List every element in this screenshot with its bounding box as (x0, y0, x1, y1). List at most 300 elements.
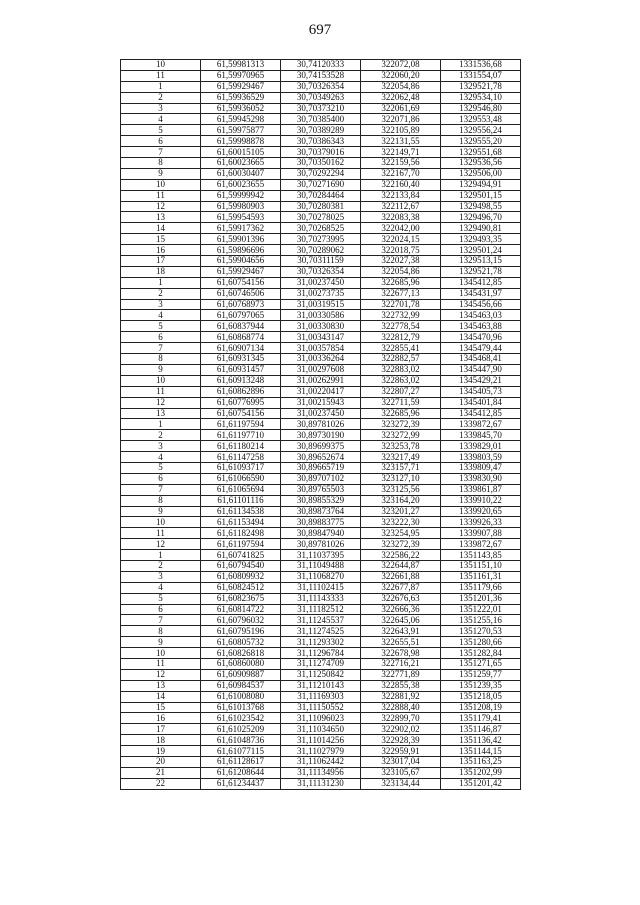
point-number-cell: 4 (121, 452, 201, 463)
y-coordinate-cell: 1345401,84 (441, 397, 521, 408)
y-coordinate-cell: 1345405,73 (441, 386, 521, 397)
table-row (121, 147, 521, 158)
table-row (121, 364, 521, 375)
latitude-cell: 61,61013768 (201, 702, 281, 713)
point-number-cell: 16 (121, 245, 201, 256)
x-coordinate-cell: 322586,22 (361, 550, 441, 561)
table-row (121, 746, 521, 757)
table-row (121, 190, 521, 201)
point-number-cell: 10 (121, 179, 201, 190)
point-number-cell: 4 (121, 310, 201, 321)
point-number-cell: 10 (121, 60, 201, 71)
latitude-cell: 61,60824512 (201, 582, 281, 593)
point-number-cell: 6 (121, 136, 201, 147)
longitude-cell: 30,70311159 (281, 256, 361, 267)
x-coordinate-cell: 322883,02 (361, 364, 441, 375)
table-row (121, 767, 521, 778)
longitude-cell: 31,11034650 (281, 724, 361, 735)
latitude-cell: 61,60931345 (201, 354, 281, 365)
x-coordinate-cell: 323272,99 (361, 430, 441, 441)
table-row (121, 757, 521, 768)
y-coordinate-cell: 1351208,19 (441, 702, 521, 713)
longitude-cell: 31,00336264 (281, 354, 361, 365)
latitude-cell: 61,60860080 (201, 658, 281, 669)
table-row (121, 550, 521, 561)
latitude-cell: 61,59929467 (201, 266, 281, 277)
latitude-cell: 61,60030407 (201, 168, 281, 179)
latitude-cell: 61,60809932 (201, 571, 281, 582)
longitude-cell: 30,89781026 (281, 539, 361, 550)
point-number-cell: 14 (121, 223, 201, 234)
latitude-cell: 61,60805732 (201, 637, 281, 648)
y-coordinate-cell: 1329546,80 (441, 103, 521, 114)
latitude-cell: 61,60814722 (201, 604, 281, 615)
y-coordinate-cell: 1329501,15 (441, 190, 521, 201)
table-row (121, 648, 521, 659)
table-row (121, 375, 521, 386)
table-row (121, 669, 521, 680)
x-coordinate-cell: 322159,56 (361, 158, 441, 169)
longitude-cell: 30,70379016 (281, 147, 361, 158)
table-row (121, 343, 521, 354)
table-row (121, 778, 521, 789)
table-row (121, 212, 521, 223)
y-coordinate-cell: 1345463,03 (441, 310, 521, 321)
table-row (121, 528, 521, 539)
point-number-cell: 1 (121, 277, 201, 288)
y-coordinate-cell: 1345463,88 (441, 321, 521, 332)
latitude-cell: 61,59981313 (201, 60, 281, 71)
longitude-cell: 30,70373210 (281, 103, 361, 114)
y-coordinate-cell: 1351161,31 (441, 571, 521, 582)
point-number-cell: 12 (121, 397, 201, 408)
latitude-cell: 61,61180214 (201, 441, 281, 452)
longitude-cell: 30,89665719 (281, 462, 361, 473)
x-coordinate-cell: 322899,70 (361, 713, 441, 724)
x-coordinate-cell: 322062,48 (361, 92, 441, 103)
longitude-cell: 31,11169303 (281, 691, 361, 702)
x-coordinate-cell: 322959,91 (361, 746, 441, 757)
point-number-cell: 5 (121, 321, 201, 332)
latitude-cell: 61,60909887 (201, 669, 281, 680)
longitude-cell: 30,70386343 (281, 136, 361, 147)
table-row (121, 332, 521, 343)
latitude-cell: 61,60868774 (201, 332, 281, 343)
x-coordinate-cell: 323222,30 (361, 517, 441, 528)
x-coordinate-cell: 322661,88 (361, 571, 441, 582)
latitude-cell: 61,61023542 (201, 713, 281, 724)
table-row (121, 604, 521, 615)
point-number-cell: 4 (121, 582, 201, 593)
longitude-cell: 30,74120333 (281, 60, 361, 71)
x-coordinate-cell: 322645,06 (361, 615, 441, 626)
table-row (121, 430, 521, 441)
table-row (121, 506, 521, 517)
longitude-cell: 30,70289062 (281, 245, 361, 256)
latitude-cell: 61,60794540 (201, 560, 281, 571)
longitude-cell: 30,70284464 (281, 190, 361, 201)
longitude-cell: 31,11150552 (281, 702, 361, 713)
table-row (121, 277, 521, 288)
table-row (121, 539, 521, 550)
point-number-cell: 9 (121, 506, 201, 517)
latitude-cell: 61,60796032 (201, 615, 281, 626)
point-number-cell: 21 (121, 767, 201, 778)
x-coordinate-cell: 323164,20 (361, 495, 441, 506)
x-coordinate-cell: 322881,92 (361, 691, 441, 702)
latitude-cell: 61,60907134 (201, 343, 281, 354)
longitude-cell: 30,89730190 (281, 430, 361, 441)
longitude-cell: 31,11027979 (281, 746, 361, 757)
point-number-cell: 2 (121, 288, 201, 299)
y-coordinate-cell: 1329494,91 (441, 179, 521, 190)
latitude-cell: 61,60023665 (201, 158, 281, 169)
table-row (121, 288, 521, 299)
y-coordinate-cell: 1339803,59 (441, 452, 521, 463)
x-coordinate-cell: 323125,56 (361, 484, 441, 495)
x-coordinate-cell: 322701,78 (361, 299, 441, 310)
y-coordinate-cell: 1345412,85 (441, 408, 521, 419)
x-coordinate-cell: 323127,10 (361, 473, 441, 484)
point-number-cell: 12 (121, 539, 201, 550)
table-row (121, 310, 521, 321)
table-row (121, 441, 521, 452)
x-coordinate-cell: 322054,86 (361, 81, 441, 92)
table-row (121, 452, 521, 463)
table-row (121, 702, 521, 713)
y-coordinate-cell: 1339910,22 (441, 495, 521, 506)
latitude-cell: 61,60741825 (201, 550, 281, 561)
longitude-cell: 31,00357854 (281, 343, 361, 354)
x-coordinate-cell: 323134,44 (361, 778, 441, 789)
coordinates-table-body (121, 60, 521, 790)
longitude-cell: 30,89855329 (281, 495, 361, 506)
x-coordinate-cell: 322027,38 (361, 256, 441, 267)
x-coordinate-cell: 322812,79 (361, 332, 441, 343)
point-number-cell: 11 (121, 386, 201, 397)
x-coordinate-cell: 322666,36 (361, 604, 441, 615)
point-number-cell: 4 (121, 114, 201, 125)
latitude-cell: 61,60826818 (201, 648, 281, 659)
x-coordinate-cell: 322855,41 (361, 343, 441, 354)
point-number-cell: 5 (121, 462, 201, 473)
point-number-cell: 7 (121, 615, 201, 626)
point-number-cell: 9 (121, 168, 201, 179)
point-number-cell: 8 (121, 354, 201, 365)
longitude-cell: 31,11296784 (281, 648, 361, 659)
x-coordinate-cell: 322643,91 (361, 626, 441, 637)
longitude-cell: 30,89765503 (281, 484, 361, 495)
x-coordinate-cell: 322778,54 (361, 321, 441, 332)
x-coordinate-cell: 322678,98 (361, 648, 441, 659)
y-coordinate-cell: 1351179,66 (441, 582, 521, 593)
latitude-cell: 61,59936052 (201, 103, 281, 114)
longitude-cell: 31,00237450 (281, 408, 361, 419)
latitude-cell: 61,61065694 (201, 484, 281, 495)
latitude-cell: 61,61197594 (201, 539, 281, 550)
table-row (121, 245, 521, 256)
y-coordinate-cell: 1345470,96 (441, 332, 521, 343)
longitude-cell: 30,89652674 (281, 452, 361, 463)
table-row (121, 419, 521, 430)
table-row (121, 168, 521, 179)
y-coordinate-cell: 1351179,41 (441, 713, 521, 724)
latitude-cell: 61,60837944 (201, 321, 281, 332)
point-number-cell: 16 (121, 713, 201, 724)
longitude-cell: 31,11250842 (281, 669, 361, 680)
longitude-cell: 30,89707102 (281, 473, 361, 484)
x-coordinate-cell: 322685,96 (361, 277, 441, 288)
y-coordinate-cell: 1329521,78 (441, 81, 521, 92)
table-row (121, 299, 521, 310)
y-coordinate-cell: 1351239,35 (441, 680, 521, 691)
y-coordinate-cell: 1351201,36 (441, 593, 521, 604)
table-row (121, 223, 521, 234)
table-row (121, 81, 521, 92)
table-row (121, 125, 521, 136)
longitude-cell: 30,89781026 (281, 419, 361, 430)
longitude-cell: 30,89699375 (281, 441, 361, 452)
table-row (121, 517, 521, 528)
point-number-cell: 11 (121, 190, 201, 201)
x-coordinate-cell: 322131,55 (361, 136, 441, 147)
y-coordinate-cell: 1339830,90 (441, 473, 521, 484)
y-coordinate-cell: 1329555,20 (441, 136, 521, 147)
x-coordinate-cell: 323201,27 (361, 506, 441, 517)
table-row (121, 70, 521, 81)
latitude-cell: 61,59896696 (201, 245, 281, 256)
point-number-cell: 15 (121, 234, 201, 245)
point-number-cell: 11 (121, 528, 201, 539)
latitude-cell: 61,61234437 (201, 778, 281, 789)
point-number-cell: 12 (121, 201, 201, 212)
table-row (121, 462, 521, 473)
y-coordinate-cell: 1345447,90 (441, 364, 521, 375)
x-coordinate-cell: 322644,87 (361, 560, 441, 571)
y-coordinate-cell: 1351270,53 (441, 626, 521, 637)
longitude-cell: 30,70326354 (281, 81, 361, 92)
point-number-cell: 8 (121, 626, 201, 637)
x-coordinate-cell: 322072,08 (361, 60, 441, 71)
latitude-cell: 61,60015105 (201, 147, 281, 158)
y-coordinate-cell: 1351136,42 (441, 735, 521, 746)
table-row (121, 321, 521, 332)
y-coordinate-cell: 1329536,56 (441, 158, 521, 169)
latitude-cell: 61,60797065 (201, 310, 281, 321)
y-coordinate-cell: 1351222,01 (441, 604, 521, 615)
longitude-cell: 31,11143333 (281, 593, 361, 604)
point-number-cell: 2 (121, 92, 201, 103)
x-coordinate-cell: 322105,89 (361, 125, 441, 136)
point-number-cell: 17 (121, 256, 201, 267)
x-coordinate-cell: 322024,15 (361, 234, 441, 245)
point-number-cell: 13 (121, 212, 201, 223)
y-coordinate-cell: 1351282,84 (441, 648, 521, 659)
point-number-cell: 12 (121, 669, 201, 680)
table-row (121, 637, 521, 648)
table-row (121, 473, 521, 484)
table-row (121, 234, 521, 245)
x-coordinate-cell: 322902,02 (361, 724, 441, 735)
point-number-cell: 2 (121, 430, 201, 441)
longitude-cell: 31,11037395 (281, 550, 361, 561)
point-number-cell: 7 (121, 343, 201, 354)
table-row (121, 713, 521, 724)
coordinates-table (120, 59, 521, 790)
longitude-cell: 31,11131230 (281, 778, 361, 789)
point-number-cell: 3 (121, 103, 201, 114)
point-number-cell: 19 (121, 746, 201, 757)
longitude-cell: 31,00343147 (281, 332, 361, 343)
y-coordinate-cell: 1331554,07 (441, 70, 521, 81)
x-coordinate-cell: 322060,20 (361, 70, 441, 81)
y-coordinate-cell: 1339829,01 (441, 441, 521, 452)
y-coordinate-cell: 1339926,33 (441, 517, 521, 528)
y-coordinate-cell: 1351143,85 (441, 550, 521, 561)
page-number: 697 (308, 22, 332, 38)
latitude-cell: 61,59917362 (201, 223, 281, 234)
y-coordinate-cell: 1329556,24 (441, 125, 521, 136)
point-number-cell: 13 (121, 408, 201, 419)
longitude-cell: 31,11014256 (281, 735, 361, 746)
latitude-cell: 61,61128617 (201, 757, 281, 768)
y-coordinate-cell: 1339845,70 (441, 430, 521, 441)
point-number-cell: 7 (121, 147, 201, 158)
point-number-cell: 2 (121, 560, 201, 571)
y-coordinate-cell: 1345468,41 (441, 354, 521, 365)
longitude-cell: 31,00262991 (281, 375, 361, 386)
latitude-cell: 61,60746506 (201, 288, 281, 299)
latitude-cell: 61,60931457 (201, 364, 281, 375)
x-coordinate-cell: 323217,49 (361, 452, 441, 463)
longitude-cell: 30,70273995 (281, 234, 361, 245)
table-row (121, 179, 521, 190)
point-number-cell: 3 (121, 441, 201, 452)
point-number-cell: 22 (121, 778, 201, 789)
longitude-cell: 30,70268525 (281, 223, 361, 234)
x-coordinate-cell: 322888,40 (361, 702, 441, 713)
y-coordinate-cell: 1351201,42 (441, 778, 521, 789)
point-number-cell: 13 (121, 680, 201, 691)
point-number-cell: 1 (121, 550, 201, 561)
y-coordinate-cell: 1345456,66 (441, 299, 521, 310)
latitude-cell: 61,61008080 (201, 691, 281, 702)
latitude-cell: 61,61134538 (201, 506, 281, 517)
latitude-cell: 61,59945298 (201, 114, 281, 125)
longitude-cell: 31,00330586 (281, 310, 361, 321)
y-coordinate-cell: 1339907,88 (441, 528, 521, 539)
point-number-cell: 14 (121, 691, 201, 702)
table-row (121, 582, 521, 593)
x-coordinate-cell: 323272,39 (361, 539, 441, 550)
table-row (121, 593, 521, 604)
table-row (121, 92, 521, 103)
point-number-cell: 18 (121, 735, 201, 746)
x-coordinate-cell: 322018,75 (361, 245, 441, 256)
y-coordinate-cell: 1339809,47 (441, 462, 521, 473)
longitude-cell: 31,11096023 (281, 713, 361, 724)
x-coordinate-cell: 322071,86 (361, 114, 441, 125)
table-row (121, 615, 521, 626)
longitude-cell: 30,70280381 (281, 201, 361, 212)
table-row (121, 408, 521, 419)
latitude-cell: 61,61197710 (201, 430, 281, 441)
table-row (121, 691, 521, 702)
longitude-cell: 30,70326354 (281, 266, 361, 277)
latitude-cell: 61,61153494 (201, 517, 281, 528)
x-coordinate-cell: 322061,69 (361, 103, 441, 114)
y-coordinate-cell: 1329513,15 (441, 256, 521, 267)
x-coordinate-cell: 322054,86 (361, 266, 441, 277)
table-row (121, 201, 521, 212)
x-coordinate-cell: 322711,59 (361, 397, 441, 408)
latitude-cell: 61,60754156 (201, 277, 281, 288)
latitude-cell: 61,59980903 (201, 201, 281, 212)
y-coordinate-cell: 1345431,97 (441, 288, 521, 299)
y-coordinate-cell: 1331536,68 (441, 60, 521, 71)
x-coordinate-cell: 323157,71 (361, 462, 441, 473)
longitude-cell: 31,00319515 (281, 299, 361, 310)
y-coordinate-cell: 1339861,87 (441, 484, 521, 495)
point-number-cell: 1 (121, 419, 201, 430)
latitude-cell: 61,59929467 (201, 81, 281, 92)
x-coordinate-cell: 322112,67 (361, 201, 441, 212)
y-coordinate-cell: 1329496,70 (441, 212, 521, 223)
x-coordinate-cell: 323254,95 (361, 528, 441, 539)
latitude-cell: 61,60823675 (201, 593, 281, 604)
table-row (121, 103, 521, 114)
longitude-cell: 30,74153528 (281, 70, 361, 81)
longitude-cell: 30,70292294 (281, 168, 361, 179)
table-row (121, 114, 521, 125)
latitude-cell: 61,59999942 (201, 190, 281, 201)
point-number-cell: 9 (121, 637, 201, 648)
table-row (121, 560, 521, 571)
table-row (121, 386, 521, 397)
point-number-cell: 9 (121, 364, 201, 375)
y-coordinate-cell: 1329490,81 (441, 223, 521, 234)
latitude-cell: 61,59954593 (201, 212, 281, 223)
point-number-cell: 6 (121, 332, 201, 343)
latitude-cell: 61,61208644 (201, 767, 281, 778)
x-coordinate-cell: 322655,51 (361, 637, 441, 648)
latitude-cell: 61,61025209 (201, 724, 281, 735)
y-coordinate-cell: 1339872,67 (441, 419, 521, 430)
latitude-cell: 61,61066590 (201, 473, 281, 484)
x-coordinate-cell: 322677,13 (361, 288, 441, 299)
y-coordinate-cell: 1329521,78 (441, 266, 521, 277)
point-number-cell: 6 (121, 473, 201, 484)
point-number-cell: 5 (121, 593, 201, 604)
longitude-cell: 30,89847940 (281, 528, 361, 539)
latitude-cell: 61,61077115 (201, 746, 281, 757)
y-coordinate-cell: 1329553,48 (441, 114, 521, 125)
table-row (121, 266, 521, 277)
x-coordinate-cell: 322928,39 (361, 735, 441, 746)
longitude-cell: 31,00273735 (281, 288, 361, 299)
table-row (121, 60, 521, 71)
longitude-cell: 31,11068270 (281, 571, 361, 582)
latitude-cell: 61,59970965 (201, 70, 281, 81)
y-coordinate-cell: 1345479,44 (441, 343, 521, 354)
latitude-cell: 61,59901396 (201, 234, 281, 245)
y-coordinate-cell: 1351280,66 (441, 637, 521, 648)
longitude-cell: 30,70271690 (281, 179, 361, 190)
longitude-cell: 30,70385400 (281, 114, 361, 125)
latitude-cell: 61,61093717 (201, 462, 281, 473)
latitude-cell: 61,61147258 (201, 452, 281, 463)
table-row (121, 256, 521, 267)
